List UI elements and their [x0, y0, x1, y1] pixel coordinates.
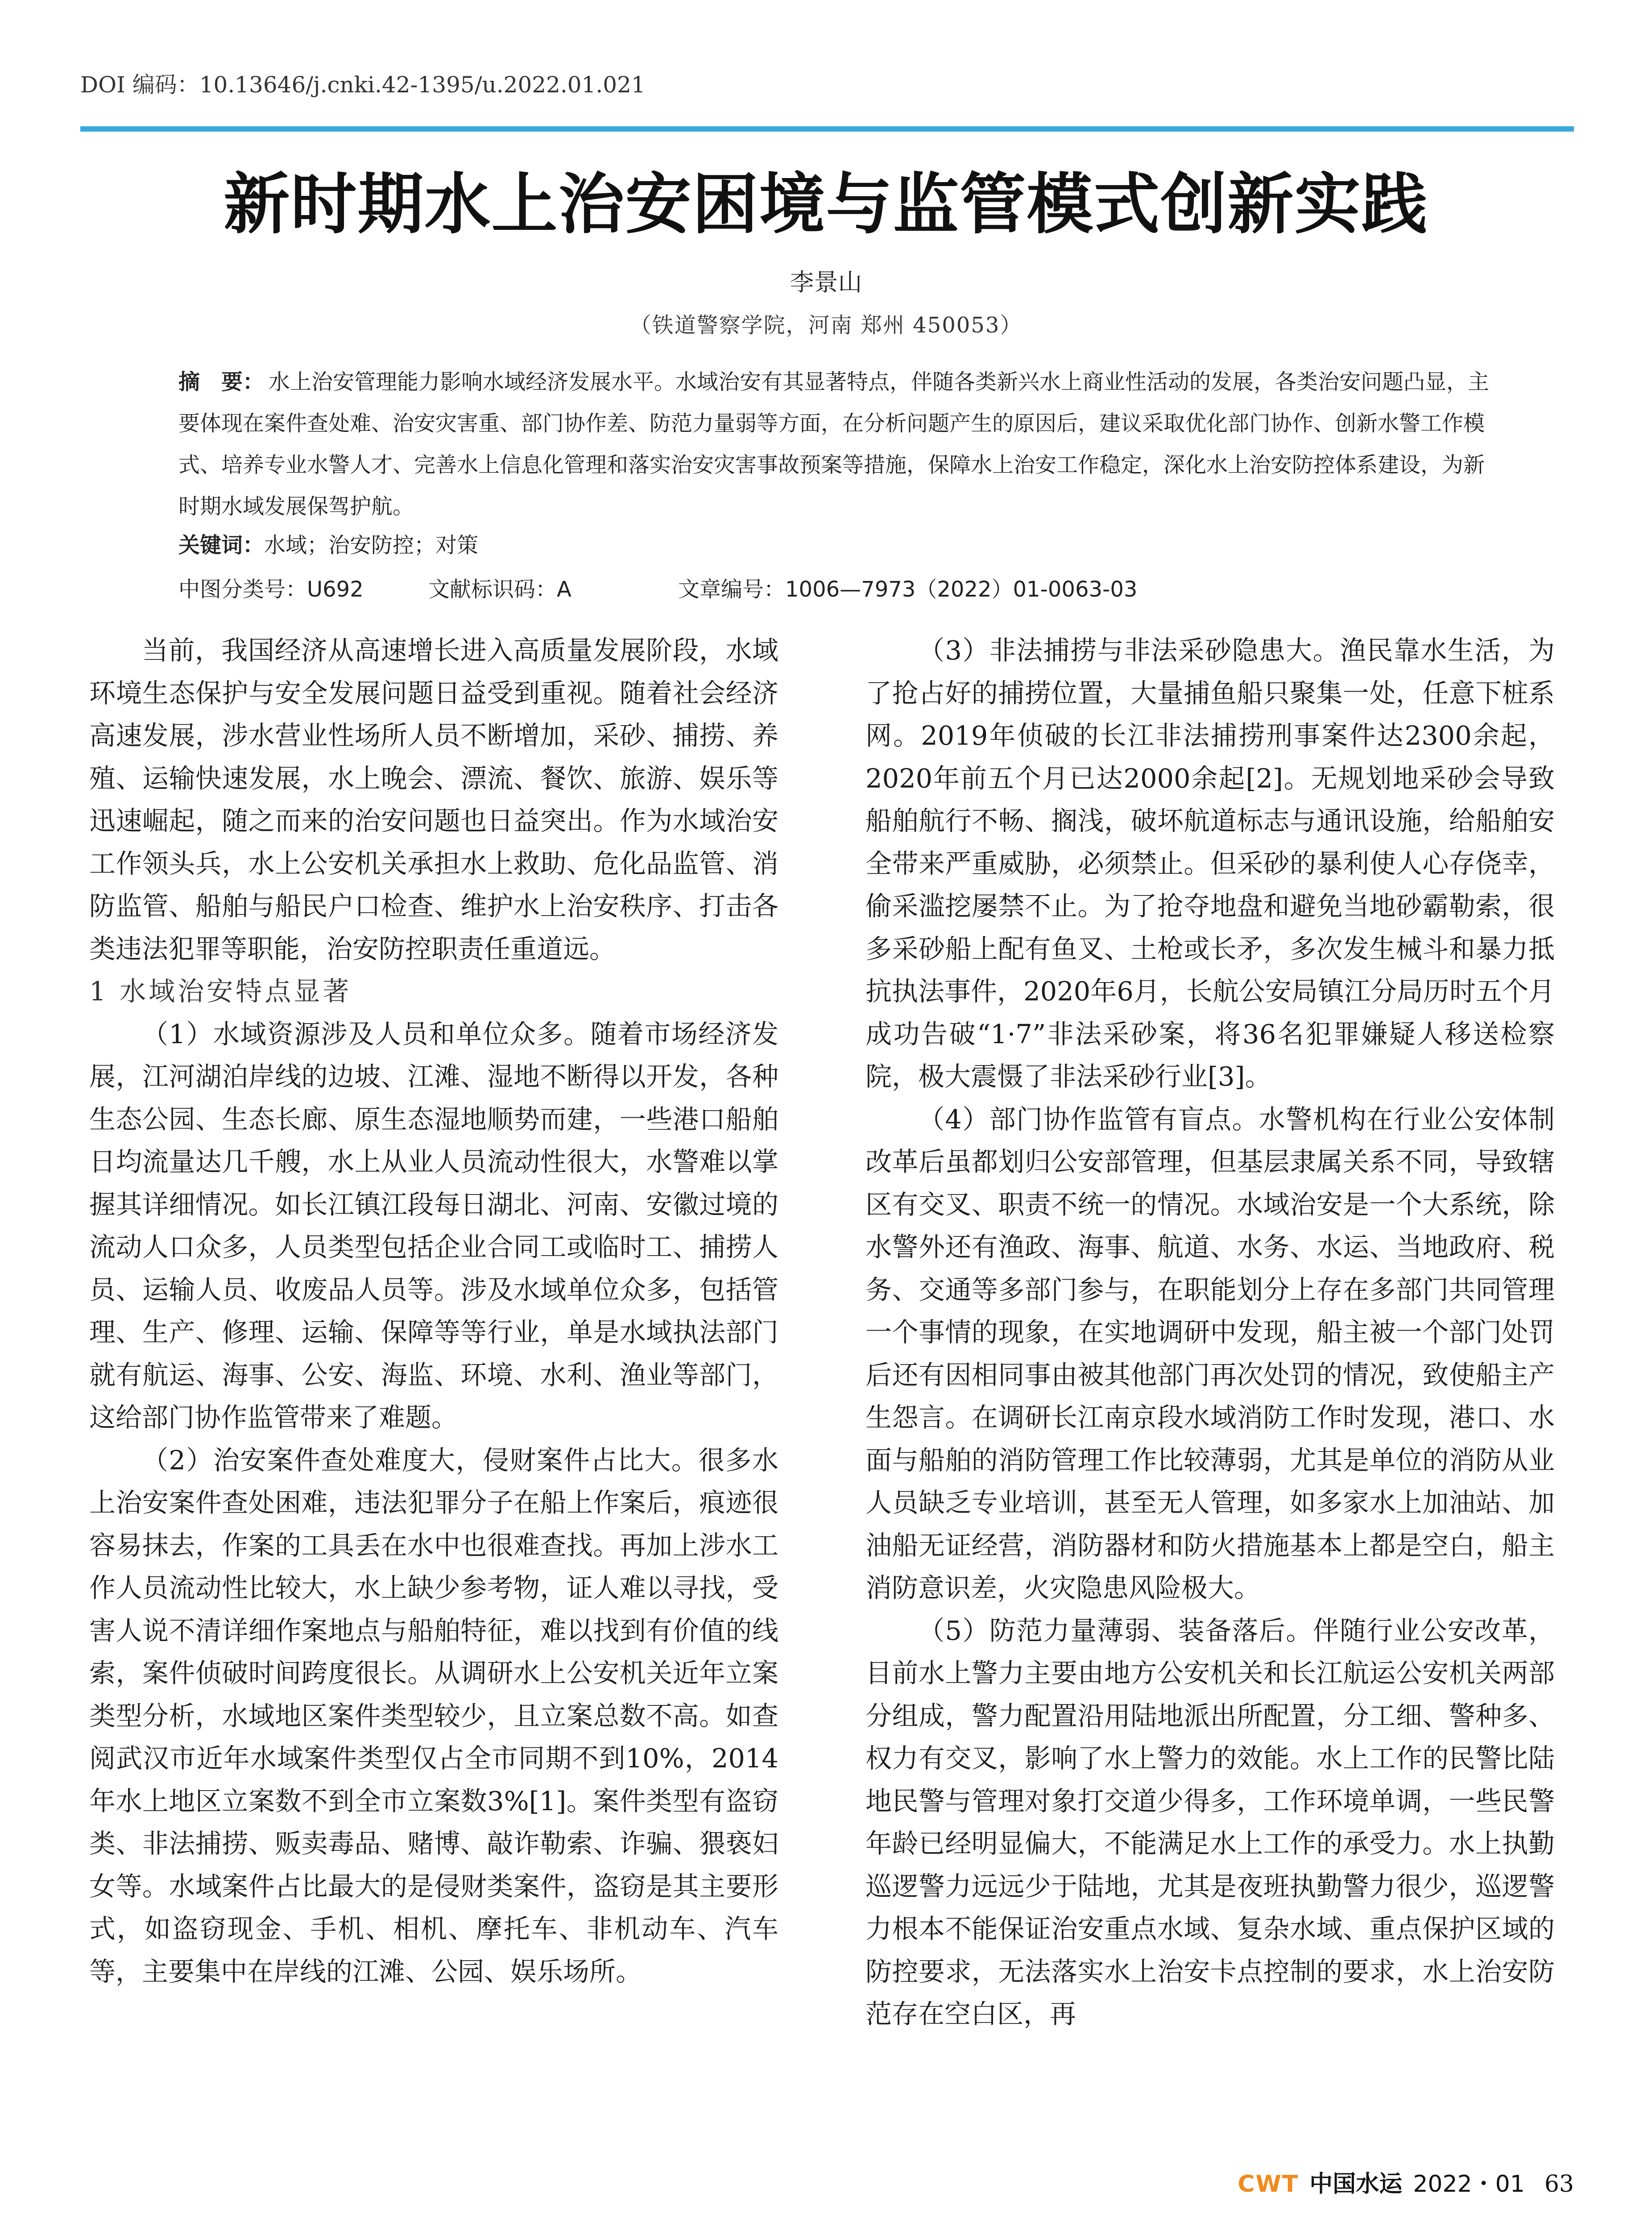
keywords-label: 关键词： [178, 533, 265, 558]
doi-line: DOI 编码：10.13646/j.cnki.42-1395/u.2022.01.021 [80, 72, 646, 98]
section-heading: 1 水域治安特点显著 [89, 976, 352, 1007]
classification-number: 中图分类号：U692 [178, 577, 364, 602]
article-affiliation: （铁道警察学院，河南 郑州 450053） [629, 313, 1023, 338]
journal-brand-logo: CWT [1238, 2171, 1299, 2198]
body-left-column [89, 629, 778, 1993]
journal-name: 中国水运 [1309, 2170, 1403, 2198]
header-rule [80, 126, 1574, 132]
paragraph: （2）治安案件查处难度大，侵财案件占比大。很多水上治安案件查处困难，违法犯罪分子在船上作案后，痕迹很容易抹去，作案的工具丢在水中也很难查找。再加上涉水工作人员流动性比较大，水上缺少参考物，证人难以寻找，受害人说不清详细作案地点与船舶特征，难以找到有价值的线索，案件侦破时间跨度很长。从调研水上公安机关近年立案类型分析，水域地区案件类型较少，且立案总数不高。如查阅武汉市近年水域案件类型仅占全市同期不到10%，2014年水上地区立案数不到全市立案数3%[1]。案件类型有盗窃类、非法捕捞、贩卖毒品、赌博、敲诈勒索、诈骗、猥亵妇女等。水域案件占比最大的是侵财类案件，盗窃是其主要形式，如盗窃现金、手机、相机、摩托车、非机动车、汽车等，主要集中在岸线的江滩、公园、娱乐场所。 [89, 1444, 778, 1987]
keywords [178, 528, 1495, 559]
article-author: 李景山 [790, 268, 862, 296]
page-number: 63 [1544, 2171, 1574, 2198]
paragraph: 当前，我国经济从高速增长进入高质量发展阶段，水域环境生态保护与安全发展问题日益受到重视。随着社会经济高速发展，涉水营业性场所人员不断增加，采砂、捕捞、养殖、运输快速发展，水上晚会、漂流、餐饮、旅游、娱乐等迅速崛起，随之而来的治安问题也日益突出。作为水域治安工作领头兵，水上公安机关承担水上救助、危化品监管、消防监管、船舶与船民户口检查、维护水上治安秩序、打击各类违法犯罪等职能，治安防控职责任重道远。 [89, 635, 778, 964]
keywords-text: 水域；治安防控；对策 [264, 533, 479, 558]
paragraph: （4）部门协作监管有盲点。水警机构在行业公安体制改革后虽都划归公安部管理，但基层隶属关系不同，导致辖区有交叉、职责不统一的情况。水域治安是一个大系统，除水警外还有渔政、海事、航道、水务、水运、当地政府、税务、交通等多部门参与，在职能划分上存在多部门共同管理一个事情的现象，在实地调研中发现，船主被一个部门处罚后还有因相同事由被其他部门再次处罚的情况，致使船主产生怨言。在调研长江南京段水域消防工作时发现，港口、水面与船舶的消防管理工作比较薄弱，尤其是单位的消防从业人员缺乏专业培训，甚至无人管理，如多家水上加油站、加油船无证经营，消防器材和防火措施基本上都是空白，船主消防意识差，火灾隐患风险极大。 [865, 1103, 1555, 1603]
classification-row [178, 572, 1495, 603]
body-right-column [865, 629, 1555, 2036]
abstract-text: 水上治安管理能力影响水域经济发展水平。水域治安有其显著特点，伴随各类新兴水上商业性活动的发展，各类治安问题凸显，主要体现在案件查处难、治安灾害重、部门协作差、防范力量弱等方面，在分析问题产生的原因后，建议采取优化部门协作、创新水警工作模式、培养专业水警人才、完善水上信息化管理和落实治安灾害事故预案等措施，保障水上治安工作稳定，深化水上治安防控体系建设，为新时期水域发展保驾护航。 [178, 369, 1490, 519]
issue-number: 2022・01 [1413, 2171, 1525, 2198]
abstract-label: 摘 要： [178, 369, 265, 394]
paragraph: （3）非法捕捞与非法采砂隐患大。渔民靠水生活，为了抢占好的捕捞位置，大量捕鱼船只聚集一处，任意下桩系网。2019年侦破的长江非法捕捞刑事案件达2300余起，2020年前五个月已达2000余起[2]。无规划地采砂会导致船舶航行不畅、搁浅，破坏航道标志与通讯设施，给船舶安全带来严重威胁，必须禁止。但采砂的暴利使人心存侥幸，偷采滥挖屡禁不止。为了抢夺地盘和避免当地砂霸勒索，很多采砂船上配有鱼叉、土枪或长矛，多次发生械斗和暴力抵抗执法事件，2020年6月，长航公安局镇江分局历时五个月成功告破“1·7”非法采砂案，将36名犯罪嫌疑人移送检察院，极大震慑了非法采砂行业[3]。 [865, 635, 1555, 1092]
paragraph: （5）防范力量薄弱、装备落后。伴随行业公安改革，目前水上警力主要由地方公安机关和长江航运公安机关两部分组成，警力配置沿用陆地派出所配置，分工细、警种多、权力有交叉，影响了水上警力的效能。水上工作的民警比陆地民警与管理对象打交道少得多，工作环境单调，一些民警年龄已经明显偏大，不能满足水上工作的承受力。水上执勤巡逻警力远远少于陆地，尤其是夜班执勤警力很少，巡逻警力根本不能保证治安重点水域、复杂水域、重点保护区域的防控要求，无法落实水上治安卡点控制的要求，水上治安防范存在空白区，再 [865, 1615, 1555, 2029]
article-title: 新时期水上治安困境与监管模式创新实践 [224, 165, 1428, 243]
document-code: 文献标识码：A [428, 577, 571, 602]
abstract [178, 361, 1495, 527]
paragraph: （1）水域资源涉及人员和单位众多。随着市场经济发展，江河湖泊岸线的边坡、江滩、湿地不断得以开发，各种生态公园、生态长廊、原生态湿地顺势而建，一些港口船舶日均流量达几千艘，水上从业人员流动性很大，水警难以掌握其详细情况。如长江镇江段每日湖北、河南、安徽过境的流动人口众多，人员类型包括企业合同工或临时工、捕捞人员、运输人员、收废品人员等。涉及水域单位众多，包括管理、生产、修理、运输、保障等等行业，单是水域执法部门就有航运、海事、公安、海监、环境、水利、渔业等部门，这给部门协作监管带来了难题。 [89, 1018, 778, 1433]
page-footer [1238, 2165, 1574, 2198]
article-number: 文章编号：1006—7973（2022）01-0063-03 [678, 577, 1138, 602]
